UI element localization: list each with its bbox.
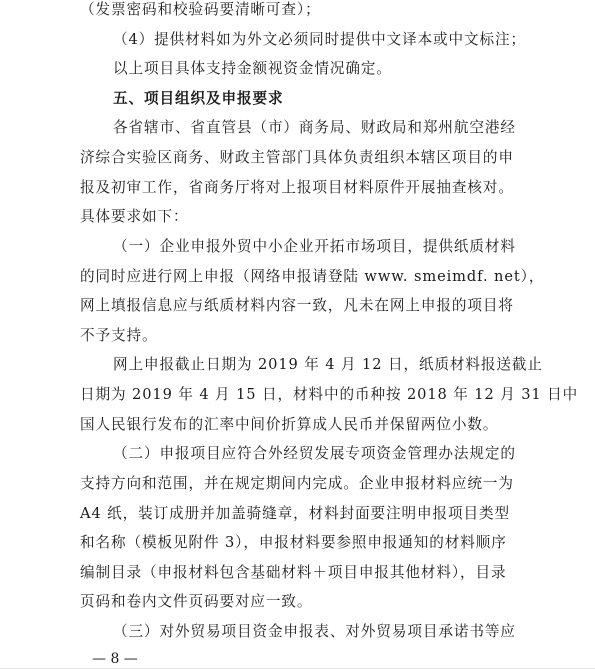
text-line-9: （一）企业申报外贸中小企业开拓市场项目，提供纸质材料 (113, 238, 516, 255)
text-line-13: 网上申报截止日期为 2019 年 4 月 12 日，纸质材料报送截止 (113, 356, 543, 373)
text-line-1: （发票密码和校验码要清晰可查）； (80, 1, 321, 18)
text-line-10: 的同时应进行网上申报（网络申报请登陆 www. smeimdf. net）， (80, 268, 545, 285)
text-line-17: 支持方向和范围，并在规定期间内完成。企业申报材料应统一为 (80, 475, 514, 492)
text-line-14: 日期为 2019 年 4 月 15 日，材料中的币种按 2018 年 12 月 31 日中 (80, 386, 579, 403)
text-line-2: （4）提供材料如为外文必须同时提供中文译本或中文标注； (113, 31, 527, 48)
text-line-22: （三）对外贸易项目资金申报表、对外贸易项目承诺书等应 (113, 623, 516, 640)
text-line-11: 网上填报信息应与纸质材料内容一致，凡未在网上申报的项目将 (80, 297, 514, 314)
text-line-12: 不予支持。 (80, 327, 158, 344)
text-line-20: 编制目录（申报材料包含基础材料＋项目申报其他材料），目录 (80, 564, 507, 581)
text-line-18: A4 纸，装订成册并加盖骑缝章，材料封面要注明申报项目类型 (80, 505, 511, 522)
text-line-7: 报及初审工作，省商务厅将对上报项目材料原件开展抽查核对。 (80, 179, 514, 196)
section-heading: 五、项目组织及申报要求 (113, 90, 284, 107)
page-number: — 8 — (92, 651, 138, 667)
text-line-3: 以上项目具体支持金额视资金情况确定。 (113, 60, 392, 77)
text-line-16: （二）申报项目应符合外经贸发展专项资金管理办法规定的 (113, 445, 516, 462)
text-line-19: 和名称（模板见附件 3），申报材料要参照申报通知的材料顺序 (80, 534, 507, 551)
text-line-6: 济综合实验区商务、财政主管部门具体负责组织本辖区项目的申 (80, 149, 514, 166)
text-line-15: 国人民银行发布的汇率中间价折算成人民币并保留两位小数。 (80, 416, 499, 433)
text-line-8: 具体要求如下： (80, 208, 189, 225)
footer-rule (0, 668, 595, 669)
text-line-5: 各省辖市、省直管县（市）商务局、财政局和郑州航空港经 (113, 119, 516, 136)
text-line-21: 页码和卷内文件页码要对应一致。 (80, 593, 313, 610)
